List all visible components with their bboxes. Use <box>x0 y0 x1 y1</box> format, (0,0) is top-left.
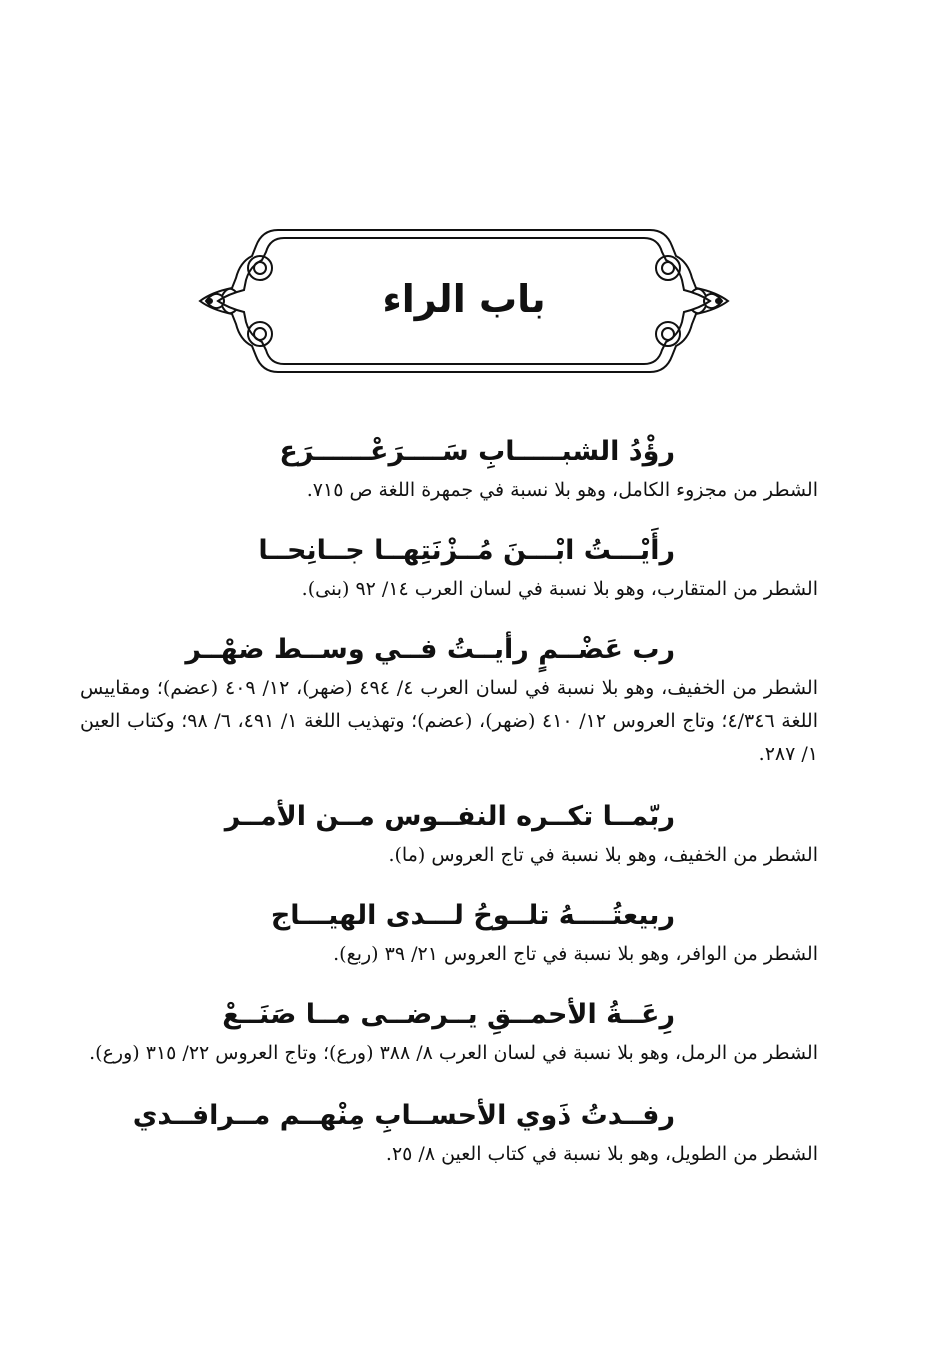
verse-line: رؤْدُ الشبـــــابِ سَــــرَعْــــــرَع <box>279 436 675 467</box>
verse-note: الشطر من المتقارب، وهو بلا نسبة في لسان العرب ١٤/ ٩٢ (بنى). <box>301 578 818 600</box>
verse-entry <box>80 531 820 606</box>
chapter-title: باب الراء <box>382 277 546 321</box>
verse-line: رأَيْـــتُ ابْـــنَ مُــزْنَتِهــا جــانِحــا <box>258 535 675 566</box>
verse-note: الشطر من الرمل، وهو بلا نسبة في لسان العرب ٨/ ٣٨٨ (ورع)؛ وتاج العروس ٢٢/ ٣١٥ (ورع). <box>89 1042 818 1064</box>
verse-line: رفــدتُ ذَوي الأحســابِ مِنْهــم مــرافــدي <box>132 1100 675 1131</box>
verse-entry <box>80 995 820 1070</box>
verse-note: الشطر من الخفيف، وهو بلا نسبة في لسان العرب ٤/ ٤٩٤ (ضهر)، ١٢/ ٤٠٩ (عضم)؛ ومقاييس اللغة ٤/٣٤٦؛ وتاج العروس ١٢/ ٤١٠ (ضهر)، (عضم)؛ وتهذيب اللغة ١/ ٤٩١، ٦/ ٩٨؛ وكتاب العين ١/ ٢٨٧. <box>80 677 818 765</box>
verse-entry <box>80 432 820 507</box>
chapter-header-frame <box>196 226 732 376</box>
verse-entry <box>80 630 820 771</box>
verse-entries <box>80 432 820 1171</box>
verse-entry <box>80 896 820 971</box>
verse-line: ربّمــا تكــره النفــوس مــن الأمــر <box>224 801 675 832</box>
verse-note: الشطر من مجزوء الكامل، وهو بلا نسبة في جمهرة اللغة ص ٧١٥. <box>306 479 818 501</box>
verse-note: الشطر من الخفيف، وهو بلا نسبة في تاج العروس (ما). <box>388 844 818 866</box>
verse-entry <box>80 1096 820 1171</box>
verse-note: الشطر من الوافر، وهو بلا نسبة في تاج العروس ٢١/ ٣٩ (ربع). <box>333 943 818 965</box>
verse-line: رب عَضْــمٍ رأيــتُ فــي وســط ضهْــر <box>185 634 675 665</box>
verse-line: رِعَــةُ الأحمــقِ يــرضــى مــا صَنَــعْ <box>222 999 675 1030</box>
verse-line: ربيعتُــــهُ تلــوحُ لـــدى الهيـــاج <box>270 900 675 931</box>
verse-note: الشطر من الطويل، وهو بلا نسبة في كتاب العين ٨/ ٢٥. <box>385 1143 818 1165</box>
verse-entry <box>80 797 820 872</box>
